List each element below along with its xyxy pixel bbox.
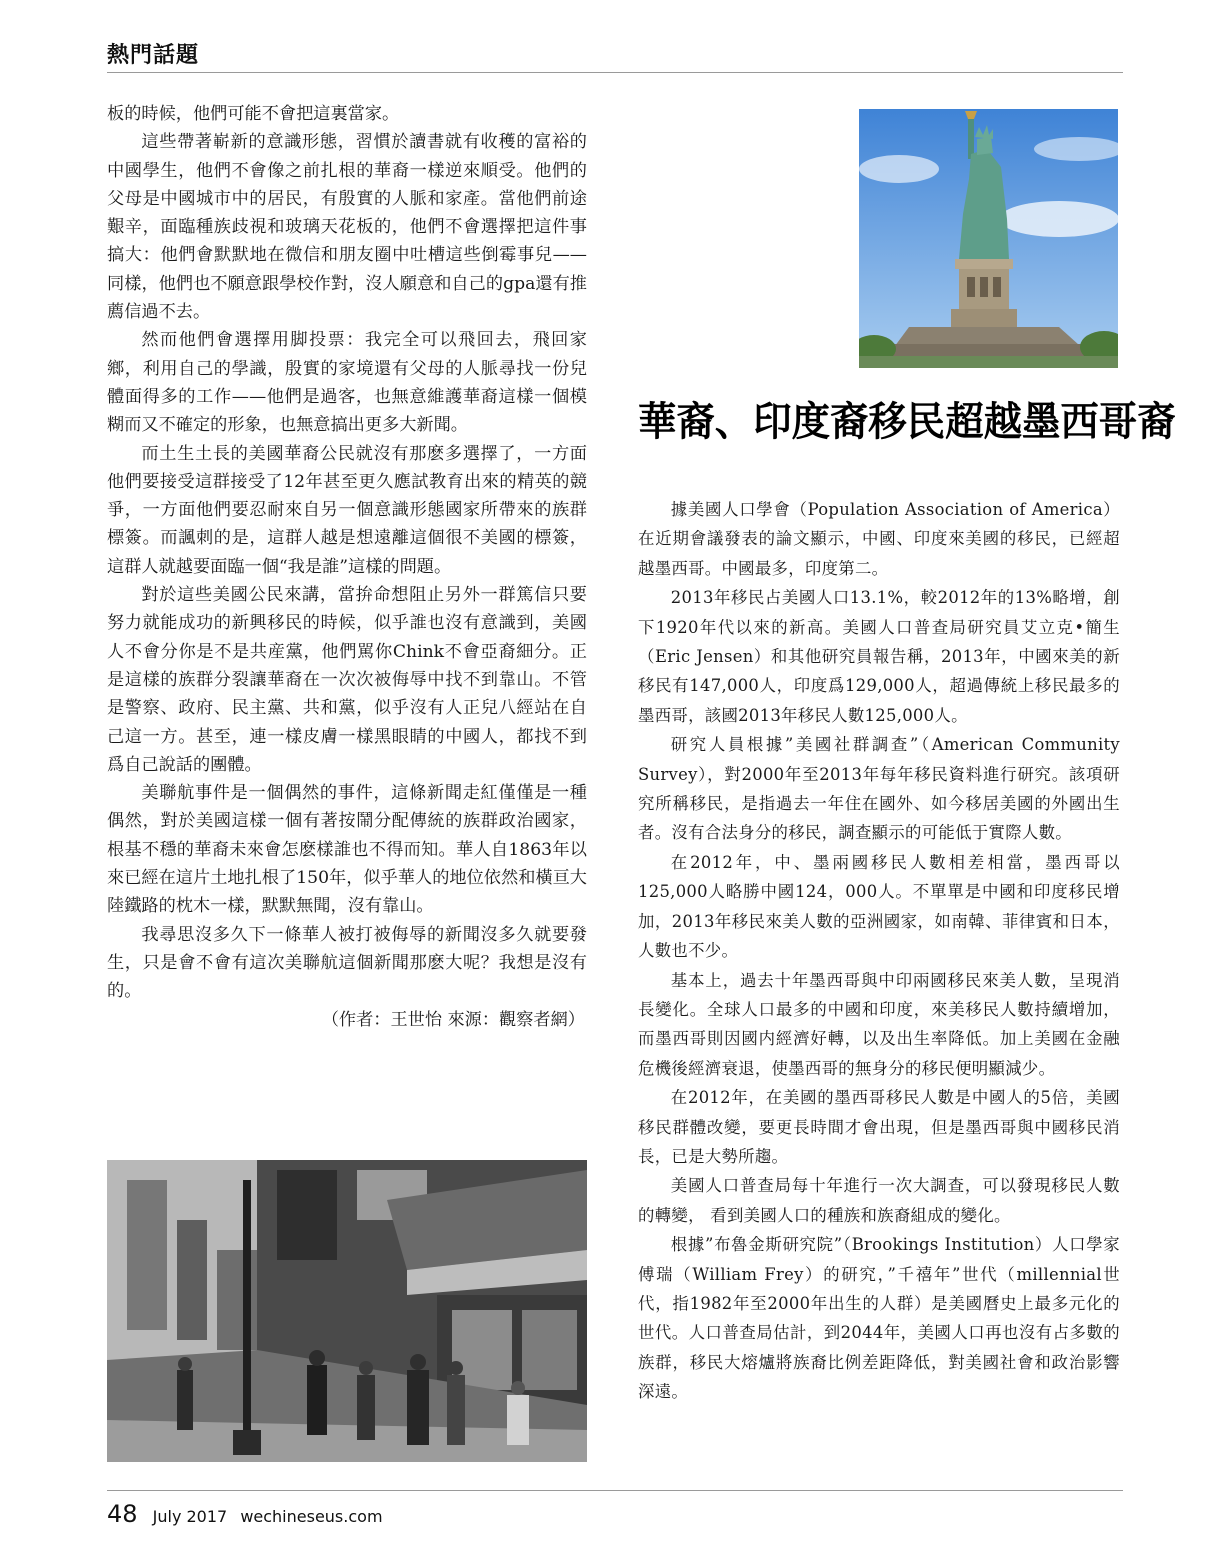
paragraph: 這些帶著嶄新的意識形態，習慣於讀書就有收穫的富裕的中國學生，他們不會像之前扎根的華裔一樣逆來順受。他們的父母是中國城市中的居民，有殷實的人脈和家產。當他們前途艱辛，面臨種族歧視和玻璃天花板的，他們不會選擇把這件事搞大：他們會默默地在微信和朋友圈中吐槽這些倒霉事兒——同樣，他們也不願意跟學校作對，沒人願意和自己的gpa還有推薦信過不去。	[107, 132, 587, 323]
paragraph: 研究人員根據”美國社群調查”（American Community Survey），對2000年至2013年每年移民資料進行研究。該項研究所稱移民，是指過去一年住在國外、如今移居美國的外國出生者。沒有合法身分的移民，調查顯示的可能低于實際人數。	[638, 735, 1120, 843]
header-divider	[107, 72, 1123, 73]
paragraph: 美聯航事件是一個偶然的事件，這條新聞走紅僅僅是一種偶然，對於美國這樣一個有著按鬧分配傳統的族群政治國家，根基不穩的華裔未來會怎麽樣誰也不得而知。華人自1863年以來已經在這片土地扎根了150年，似乎華人的地位依然和橫亘大陸鐵路的枕木一樣，默默無聞，沒有靠山。	[107, 783, 587, 917]
paragraph: 我尋思沒多久下一條華人被打被侮辱的新聞沒多久就要發生，只是會不會有這次美聯航這個新聞那麽大呢？我想是沒有的。	[107, 924, 587, 1002]
chinatown-street-photo	[107, 1160, 587, 1462]
page-footer	[107, 1500, 383, 1528]
website-link[interactable]: wechineseus.com	[240, 1507, 383, 1526]
issue-date: July 2017	[152, 1507, 228, 1526]
paragraph: 然而他們會選擇用脚投票：我完全可以飛回去，飛回家鄉，利用自己的學識，殷實的家境還有父母的人脈尋找一份兒體面得多的工作——他們是過客，也無意維護華裔這樣一個模糊而又不確定的形象，也無意搞出更多大新聞。	[107, 330, 587, 436]
statue-of-liberty-photo	[859, 109, 1118, 368]
paragraph: 2013年移民占美國人口13.1%，較2012年的13%略增，創下1920年代以來的新高。美國人口普查局研究員艾立克•簡生（Eric Jensen）和其他研究員報告稱，2013年，中國來美的新移民有147,000人，印度爲129,000人，超過傳統上移民最多的墨西哥，該國2013年移民人數125,000人。	[638, 588, 1120, 725]
paragraph: 在2012年，在美國的墨西哥移民人數是中國人的5倍，美國移民群體改變，要更長時間才會出現，但是墨西哥與中國移民消長，已是大勢所趨。	[638, 1088, 1120, 1166]
paragraph: 根據”布魯金斯研究院”（Brookings Institution）人口學家傅瑞（William Frey）的研究，”千禧年”世代（millennial世代，指1982年至2000年出生的人群）是美國曆史上最多元化的世代。人口普查局估計，到2044年，美國人口再也沒有占多數的族群，移民大熔爐將族裔比例差距降低，對美國社會和政治影響深遠。	[638, 1235, 1120, 1402]
paragraph: 基本上，過去十年墨西哥與中印兩國移民來美人數，呈現消長變化。全球人口最多的中國和印度，來美移民人數持續增加，而墨西哥則因國内經濟好轉，以及出生率降低。加上美國在金融危機後經濟衰退，使墨西哥的無身分的移民便明顯減少。	[638, 970, 1120, 1078]
paragraph: 板的時候，他們可能不會把這裏當家。	[107, 104, 400, 124]
paragraph: 對於這些美國公民來講，當拚命想阻止另外一群篤信只要努力就能成功的新興移民的時候，似乎誰也沒有意識到，美國人不會分你是不是共産黨，他們駡你Chink不會亞裔細分。正是這樣的族群分裂讓華裔在一次次被侮辱中找不到靠山。不管是警察、政府、民主黨、共和黨，似乎沒有人正兒八經站在自己這一方。甚至，連一樣皮膚一樣黑眼睛的中國人，都找不到爲自己說話的團體。	[107, 585, 587, 775]
paragraph: 據美國人口學會（Population Association of America）在近期會議發表的論文顯示，中國、印度來美國的移民，已經超越墨西哥。中國最多，印度第二。	[638, 500, 1120, 578]
article-headline: 華裔、印度裔移民超越墨西哥裔	[638, 399, 1176, 445]
paragraph: 在2012年，中、墨兩國移民人數相差相當，墨西哥以125,000人略勝中國124，000人。不單單是中國和印度移民增加，2013年移民來美人數的亞洲國家，如南韓、菲律賓和日本，人數也不少。	[638, 852, 1120, 961]
page-number: 48	[107, 1500, 138, 1528]
paragraph: 美國人口普查局每十年進行一次大調查，可以發現移民人數的轉變， 看到美國人口的種族和族裔組成的變化。	[638, 1176, 1120, 1225]
footer-divider	[107, 1490, 1123, 1491]
section-label: 熱門話題	[107, 43, 200, 68]
paragraph: 而土生土長的美國華裔公民就沒有那麽多選擇了，一方面他們要接受這群接受了12年甚至更久應試教育出來的精英的競爭，一方面他們要忍耐來自另一個意識形態國家所帶來的族群標簽。而諷刺的是，這群人越是想遠離這個很不美國的標簽，這群人就越要面臨一個“我是誰”這樣的問題。	[107, 443, 587, 577]
byline: （作者：王世怡 來源：觀察者網）	[321, 1009, 585, 1030]
article-body	[638, 495, 1120, 1407]
left-column-text	[107, 100, 587, 1034]
